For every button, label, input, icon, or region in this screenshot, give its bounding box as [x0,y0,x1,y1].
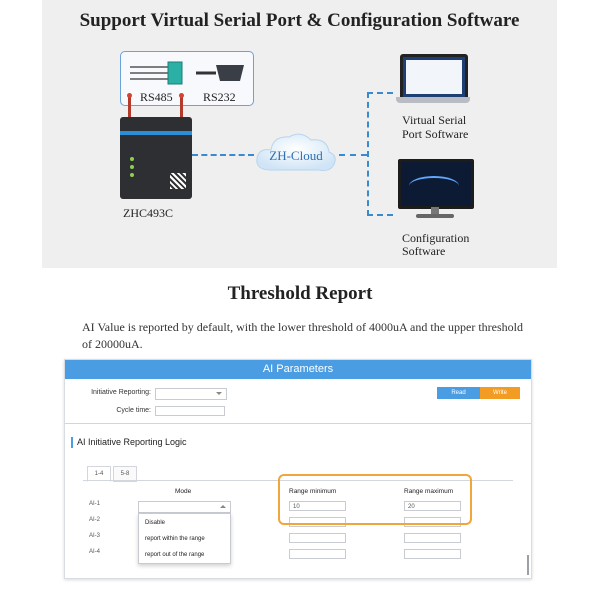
rs232-label: RS232 [203,90,236,104]
divider [65,423,531,424]
dropdown-option-disable[interactable]: Disable [145,520,166,526]
zhc493c-device-image [120,117,192,199]
antenna-icon [128,96,131,118]
column-header-range-max: Range maximum [404,488,454,495]
range-max-input-ai-4[interactable] [404,549,461,559]
connection-line [192,154,254,156]
initiative-reporting-select[interactable] [155,388,227,400]
tab-1-4[interactable]: 1-4 [87,466,111,482]
panel-header: AI Parameters [65,360,531,379]
feature-infographic [42,0,557,268]
section-heading: AI Initiative Reporting Logic [71,437,187,448]
row-label-ai-4: AI-4 [89,549,101,555]
laptop-icon [400,54,468,100]
scrollbar[interactable] [527,555,529,575]
infographic-title: Support Virtual Serial Port & Configuration Software [79,10,520,31]
device-label: ZHC493C [123,206,174,220]
virtual-serial-label: Virtual Serial Port Software [402,113,469,141]
row-label-ai-3: AI-3 [89,533,101,539]
range-highlight-box [278,474,472,525]
range-max-input-ai-3[interactable] [404,533,461,543]
connection-line [367,92,393,94]
write-button[interactable]: Write [480,387,520,399]
dropdown-option-out-of-range[interactable]: report out of the range [145,552,205,558]
connection-line [367,214,393,216]
column-header-mode: Mode [175,488,192,495]
range-min-input-ai-1[interactable]: 10 [289,501,346,511]
initiative-reporting-label: Initiative Reporting: [91,389,151,396]
range-min-input-ai-3[interactable] [289,533,346,543]
mode-select-ai-1[interactable] [138,501,231,513]
monitor-stand [416,214,454,218]
column-header-range-min: Range minimum [289,488,337,495]
dropdown-option-within-range[interactable]: report within the range [145,536,205,542]
cycle-time-input[interactable] [155,406,225,416]
rs485-connector-icon [128,58,188,88]
tab-5-8[interactable]: 5-8 [113,466,137,482]
threshold-title: Threshold Report [227,283,373,304]
connection-line [339,154,367,156]
row-label-ai-1: AI-1 [89,501,101,507]
row-label-ai-2: AI-2 [89,517,101,523]
configuration-label: Configuration Software [402,231,470,258]
ai-parameters-panel [64,359,532,579]
threshold-description: AI Value is reported by default, with the lower threshold of 4000uA and the upper threshold of 20000uA. [82,320,524,351]
antenna-icon [180,96,183,118]
cloud-label: ZH-Cloud [269,148,323,163]
monitor-icon [398,159,474,209]
laptop-base [396,97,470,103]
rs232-connector-icon [194,60,248,86]
cycle-time-label: Cycle time: [116,407,151,414]
read-button[interactable]: Read [437,387,480,399]
range-min-input-ai-4[interactable] [289,549,346,559]
range-max-input-ai-1[interactable]: 20 [404,501,461,511]
connection-line [367,92,369,216]
rs485-label: RS485 [140,90,173,104]
mode-dropdown-list [138,513,231,564]
